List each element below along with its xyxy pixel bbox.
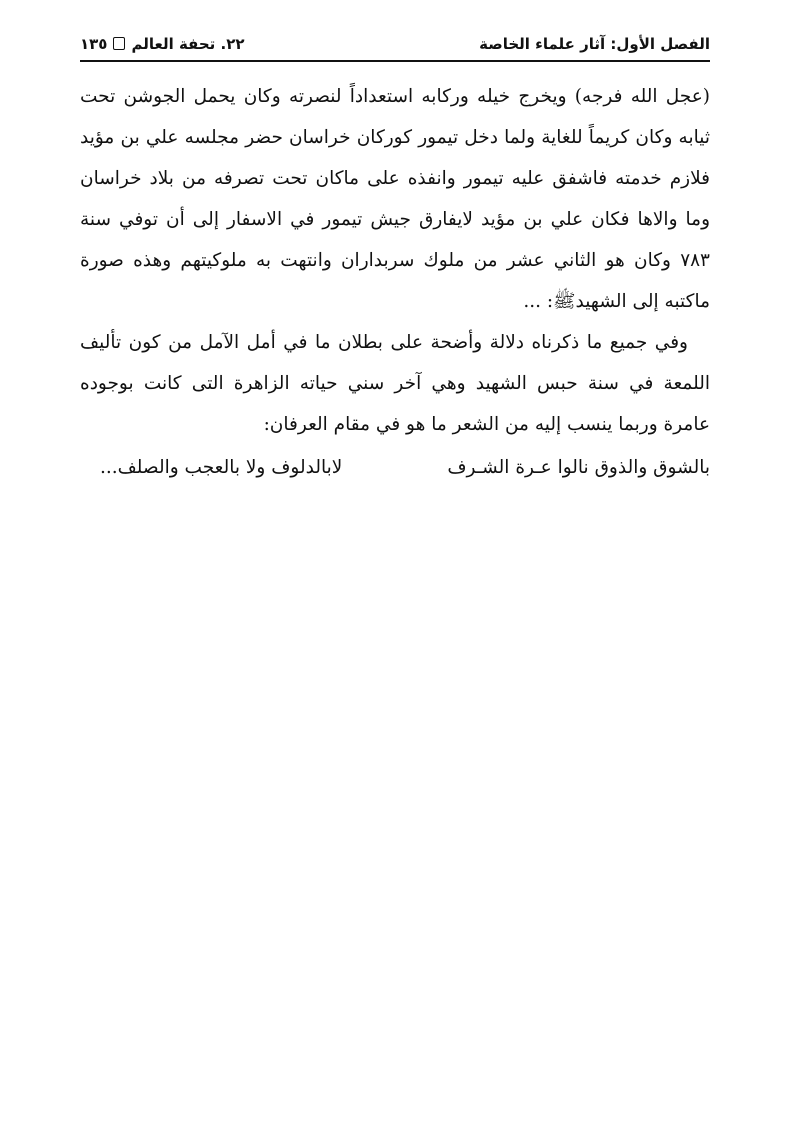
header-divider xyxy=(80,60,710,62)
square-bullet-icon xyxy=(113,37,125,50)
poem-verse xyxy=(80,447,710,488)
running-title-group xyxy=(80,30,245,58)
verse-second-hemistich: لابالدلوف ولا بالعجب والصلف... xyxy=(100,457,343,478)
paragraph-2: وفي جميع ما ذكرناه دلالة وأضحة على بطلان ما في أمل الآمل من كون تأليف اللمعة في سنة حبس الشهيد وهي آخر سني حياته الزاهرة التى كانت بوجوده عامرة وربما ينسب إليه من الشعر ما هو في مقام العرفان: xyxy=(80,332,710,435)
running-title: ٢٢. تحفة العالم xyxy=(131,35,245,53)
main-text xyxy=(80,76,710,488)
page-number: ١٣٥ xyxy=(80,35,108,53)
page-header xyxy=(80,30,710,58)
verse-first-hemistich: بالشوق والذوق نالوا عـرة الشـرف xyxy=(447,457,710,478)
paragraph-1: (عجل الله فرجه) ويخرج خيله وركابه استعداداً لنصرته وكان يحمل الجوشن تحت ثيابه وكان كريماً للغاية ولما دخل تيمور كوركان خراسان حضر مجلسه علي بن مؤيد فلازم خدمته فاشفق عليه تيمور وانفذه على ماكان تحت تصرفه من بلاد خراسان وما والاها فكان علي بن مؤيد لايفارق جيش تيمور في الاسفار إلى أن توفي سنة ٧٨٣ وكان هو الثاني عشر من ملوك سربداران وانتهت به ملوكيتهم وهذه صورة ماكتبه إلى الشهيدﷺ: ... xyxy=(80,86,710,312)
chapter-title: الفصل الأول: آثار علماء الخاصة xyxy=(479,35,710,53)
